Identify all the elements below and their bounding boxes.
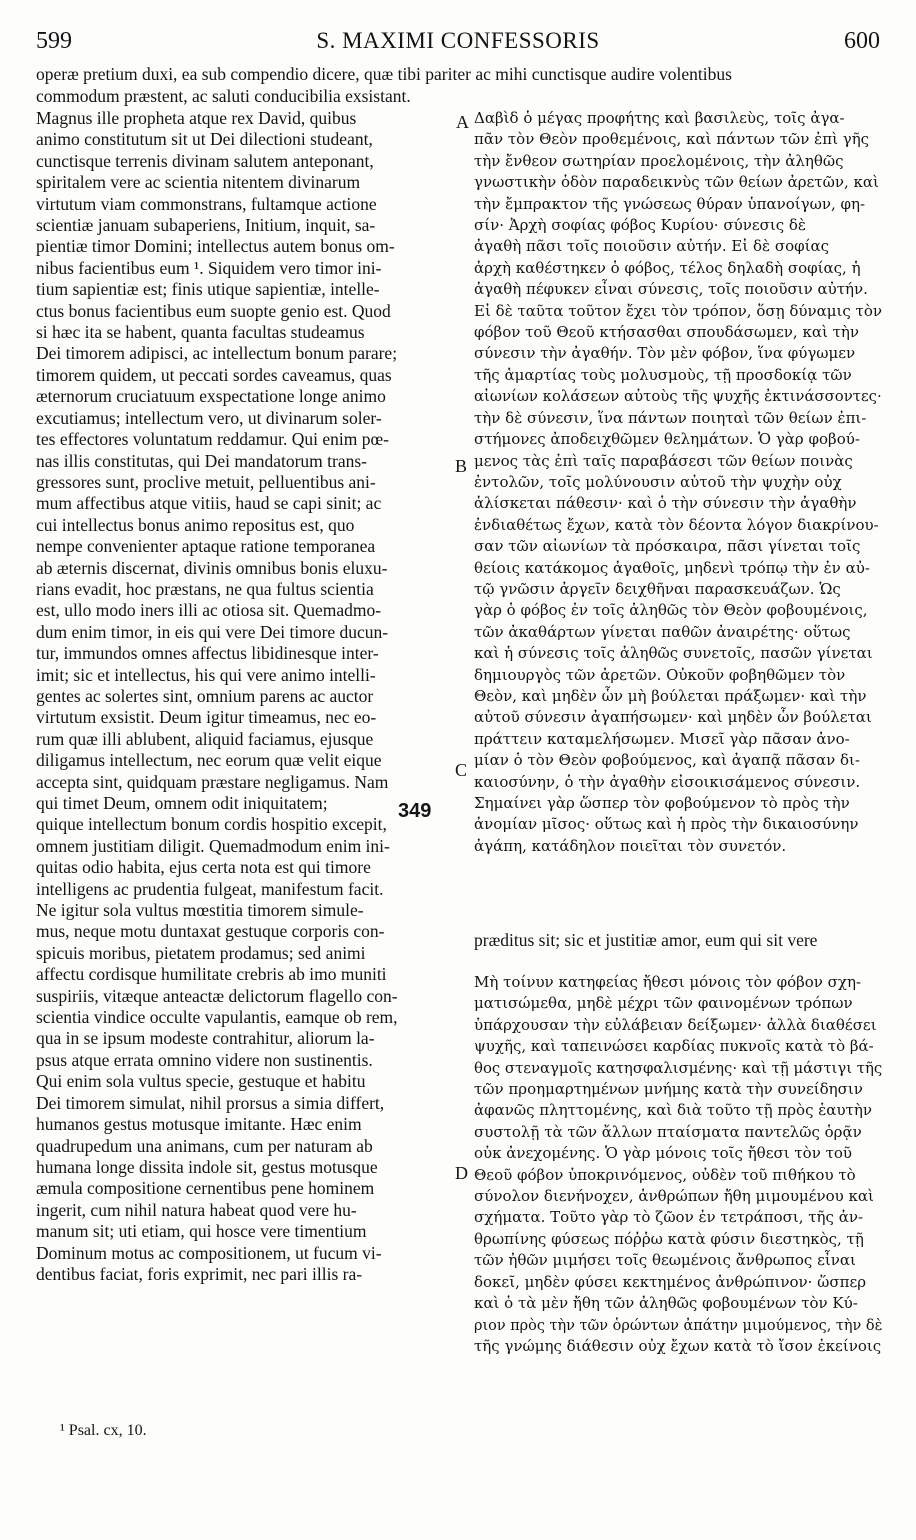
latin-line: ctus bonus facientibus eum suopte genio est. Quod xyxy=(36,300,391,321)
latin-line: Dei timorem simulat, nihil prorsus a simia differt, xyxy=(36,1092,385,1113)
greek-line: Εἰ δὲ ταῦτα τοῦτον ἔχει τὸν τρόπον, ὅσῃ δύναμις τὸν xyxy=(474,301,882,320)
greek-line: καὶ ὁ τὰ μὲν ἤθη τῶν ἀληθῶς φοβουμένων τὸν Κύ- xyxy=(474,1294,858,1313)
latin-line: accepta sint, quidquam præstare negligamus. Nam xyxy=(36,771,389,792)
latin-line: dentibus faciat, foris exprimit, nec pari illis ra- xyxy=(36,1263,363,1284)
greek-line: Σημαίνει γὰρ ὥσπερ τὸν φοβούμενον τὸ πρὸς τὴν xyxy=(474,794,850,812)
latin-line: mum affectibus atque vitiis, haud se capi sinit; ac xyxy=(36,493,382,514)
latin-line: affectu cordisque humilitate crebris ab imo muniti xyxy=(36,964,387,985)
greek-line: σαν τῶν αἰωνίων τὰ πρόσκαιρα, πᾶσι γίνεται τοῖς xyxy=(474,537,861,556)
greek-line: σύνολον διενήνοχεν, ἀνθρώπων ἤθη μιμουμένου καὶ xyxy=(474,1187,874,1206)
greek-line: φόβον τοῦ Θεοῦ κτήσασθαι σπουδάσωμεν, καὶ τὴν xyxy=(474,323,860,342)
greek-line: τῆς ἁμαρτίας τοὺς μολυσμοὺς, τῇ προσδοκίᾳ τῶν xyxy=(474,365,852,384)
latin-line: mus, neque motu duntaxat gestuque corporis con- xyxy=(36,921,385,942)
greek-line: Μὴ τοίνυν κατηφείας ἤθεσι μόνοις τὸν φόβον σχη- xyxy=(474,973,862,991)
latin-line: suspiriis, vitæque anteactæ delictorum flagello con- xyxy=(36,985,398,1006)
page-number-left: 599 xyxy=(36,28,72,54)
greek-line: σχήματα. Τοῦτο γὰρ τὸ ζῶον ἐν τετράποσι, τῆς ἀν- xyxy=(474,1208,864,1227)
latin-line: nempe convenienter aptaque ratione temporanea xyxy=(36,536,376,557)
intro-line: commodum præstent, ac saluti conducibilia exsistant. xyxy=(36,85,411,106)
latin-line: psus atque errata omnino videre non sustinentis. xyxy=(36,1049,373,1070)
greek-line: μίαν ὁ τὸν Θεὸν φοβούμενος, καὶ ἀγαπᾷ πᾶσαν δι- xyxy=(474,751,860,770)
greek-line: γὰρ ὁ φόβος ἐν τοῖς ἀληθῶς τὸν Θεὸν φοβουμένοις, xyxy=(474,601,868,620)
footnote: ¹ Psal. cx, 10. xyxy=(60,1422,147,1439)
latin-line: qua in se ipsum modeste contrahitur, aliorum la- xyxy=(36,1028,375,1049)
intro-line: operæ pretium duxi, ea sub compendio dicere, quæ tibi pariter ac mihi cunctisque audire volentibus xyxy=(36,64,732,84)
latin-line: cui intellectus bonus animo repositus est, quo xyxy=(36,514,355,535)
latin-line: manum sit; uti etiam, qui hosce vere timentium xyxy=(36,1221,367,1242)
latin-line: est, ullo modo iners illi ac otiosa sit. Quemadmo- xyxy=(36,600,382,621)
latin-line: imit; sic et intellectus, his qui vere animo intelli- xyxy=(36,664,376,685)
greek-column xyxy=(474,108,882,857)
latin-column xyxy=(36,108,456,1285)
latin-continuation-line: præditus sit; sic et justitiæ amor, eum qui sit vere xyxy=(474,930,818,950)
greek-line: ἀρχὴ καθέστηκεν ὁ φόβος, τέλος δηλαδὴ σοφίας, ἡ xyxy=(474,258,861,277)
latin-line: scientiæ januam subaperiens, Initium, inquit, sa- xyxy=(36,215,376,236)
latin-line: ab æternis discernat, divinis omnibus bonis eluxu- xyxy=(36,557,388,578)
latin-line: Magnus ille propheta atque rex David, quibus xyxy=(36,108,357,128)
intro-paragraph xyxy=(36,64,880,107)
greek-line: ἀγαθὴ πᾶσι τοῖς ποιοῦσιν αὐτήν. Εἰ δὲ σοφίας xyxy=(474,237,830,256)
latin-line: tes effectores voluntatum reddamur. Qui enim pœ- xyxy=(36,429,389,450)
latin-line: spiritalem vere ac scientia nitentem divinarum xyxy=(36,172,361,193)
section-marker-d: D xyxy=(455,1163,468,1183)
latin-line: ingerit, cum nihil natura habeat quod vere hu- xyxy=(36,1199,357,1220)
latin-line: Dei timorem adipisci, ac intellectum bonum parare; xyxy=(36,343,398,364)
running-header xyxy=(36,28,880,60)
greek-line: ἀνομίαν μῖσος· οὕτως καὶ ἡ πρὸς τὴν δικαιοσύνην xyxy=(474,815,859,834)
greek-line: τῆς γνώμης διάθεσιν οὐχ ἔχων κατὰ τὸ ἴσον ἐκείνοις xyxy=(474,1336,882,1355)
latin-line: gentes ac solertes sint, omnium parens ac auctor xyxy=(36,685,374,706)
greek-line: τῶν ἀκαθάρτων γίνεται παθῶν ἀναιρέτης· οὕτως xyxy=(474,622,851,641)
greek-line: τῶν προημαρτημένων μνήμης κατὰ τὴν συνείδησιν xyxy=(474,1080,863,1099)
latin-line: virtutum viam commonstrans, fultamque actione xyxy=(36,193,377,214)
greek-line: θρωπίνης φύσεως πόῤῥω κατὰ φύσιν διεστηκὸς, τῇ xyxy=(474,1229,864,1248)
latin-line: æternorum cruciatuum exspectatione longe animo xyxy=(36,386,386,407)
greek-line: Θεοῦ φόβον ὑποκρινόμενος, οὐδὲν τοῦ πιθήκου τὸ xyxy=(474,1165,856,1184)
greek-line: ψυχῆς, καὶ ταπεινώσει καρδίας πυκνοῖς κατὰ τὸ βά- xyxy=(474,1037,874,1056)
greek-line: αὐτοῦ σύνεσιν ἀγαπήσωμεν· καὶ μηδὲν ὧν βούλεται xyxy=(474,708,872,727)
latin-line: nibus facientibus eum ¹. Siquidem vero timor ini- xyxy=(36,257,382,278)
greek-line: τὴν ἔμπρακτον τῆς γνώσεως θύραν ὑπανοίγων, φη- xyxy=(474,194,866,213)
latin-line: omnem justitiam diligit. Quemadmodum enim ini- xyxy=(36,835,390,856)
latin-line: spicuis moribus, pietatem prodamus; sed animi xyxy=(36,942,366,963)
greek-line: σίν· Ἀρχὴ σοφίας φόβος Κυρίου· σύνεσις δὲ xyxy=(474,216,806,235)
latin-line: qui timet Deum, omnem odit iniquitatem; xyxy=(36,793,328,813)
greek-line: ἀγάπη, κατάδηλον ποιεῖται τὸν συνετόν. xyxy=(474,836,787,855)
greek-line: τῷ γνῶσιν ἀργεῖν δειχθῆναι παρασκευάζων. Ὡς xyxy=(474,579,841,598)
latin-line: gressores sunt, proclive metuit, pelluentibus ani- xyxy=(36,471,376,492)
greek-line: ὑπάρχουσαν τὴν εὐλάβειαν δείξωμεν· ἀλλὰ διαθέσει xyxy=(474,1015,877,1034)
greek-column-second xyxy=(474,972,882,1357)
latin-line: humana longe dissita indole sit, gestus motusque xyxy=(36,1156,378,1177)
running-title: S. MAXIMI CONFESSORIS xyxy=(316,28,600,53)
latin-line: æmula compositione cernentibus pene hominem xyxy=(36,1178,375,1199)
latin-line: Qui enim sola vultus specie, gestuque et habitu xyxy=(36,1071,366,1092)
greek-line: γνωστικὴν ὁδὸν παραδεικνὺς τῶν θείων ἀρετῶν, καὶ xyxy=(474,173,879,192)
greek-line: πράττειν καταμελήσωμεν. Μισεῖ γὰρ πᾶσαν ἀνο- xyxy=(474,729,850,748)
latin-line: nas illis constitutas, qui Dei mandatorum trans- xyxy=(36,450,367,471)
greek-line: αἰωνίων κολάσεων αὐτοὺς τῆς ψυχῆς ἐκτινάσσοντες· xyxy=(474,387,882,406)
latin-line: quique intellectum bonum cordis hospitio excepit, xyxy=(36,814,387,835)
latin-line: excutiamus; intellectum vero, ut divinarum soler- xyxy=(36,407,382,428)
latin-line: intelligens ac prudentia fulgeat, manifestum facit. xyxy=(36,878,384,899)
greek-line: μενος τὰς ἐπὶ ταῖς παραβάσεσι τῶν θείων ποινὰς xyxy=(474,451,853,470)
greek-line: δοκεῖ, μηδὲν φύσει κεκτημένος ἀνθρώπινον· ὥσπερ xyxy=(474,1272,867,1291)
page-number-right: 600 xyxy=(844,28,880,54)
section-marker-a: A xyxy=(456,112,469,132)
latin-line: diligamus intellectum, nec eorum quæ velit eique xyxy=(36,750,382,771)
latin-line: quadrupedum una animans, cum per naturam ab xyxy=(36,1135,373,1156)
greek-line: ριον πρὸς τὴν τῶν ὁρώντων ἀπάτην μιμούμενος, τὴν δὲ xyxy=(474,1315,883,1334)
greek-line: στήμονες ἀποδειχθῶμεν θελημάτων. Ὁ γὰρ φοβού- xyxy=(474,430,860,449)
latin-line: tium sapientiæ est; finis utique sapientiæ, intelle- xyxy=(36,279,380,300)
greek-line: ματισώμεθα, μηδὲ μέχρι τῶν φαινομένων τρόπων xyxy=(474,994,853,1013)
greek-line: Θεὸν, καὶ μηδὲν ὧν μὴ βούλεται πράξωμεν· καὶ τὴν xyxy=(474,686,867,705)
section-marker-b: B xyxy=(455,456,468,476)
greek-line: σύνεσιν τὴν ἀγαθήν. Τὸν μὲν φόβον, ἵνα φύγωμεν xyxy=(474,344,856,363)
latin-line: virtutum exsistit. Deum igitur timeamus, nec eo- xyxy=(36,707,377,728)
latin-line: cunctisque terrenis divinam salutem anteponant, xyxy=(36,150,374,171)
greek-line: καιοσύνην, ὁ τὴν ἀγαθὴν εἰσοικισάμενος σύνεσιν. xyxy=(474,772,861,791)
latin-line: scientia vindice occulte vapulantis, eamque ob rem, xyxy=(36,1007,398,1028)
latin-line: humanos gestus motusque imitante. Hæc enim xyxy=(36,1114,362,1135)
latin-line: si hæc ita se habent, quanta facultas studeamus xyxy=(36,322,365,343)
latin-line: rum quæ illi ablubent, aliquid faciamus, ejusque xyxy=(36,728,374,749)
greek-line: δημιουργὸς τῶν ἀρετῶν. Οὐκοῦν φοβηθῶμεν τὸν xyxy=(474,665,846,684)
greek-line: συστολῇ τὰ τῶν ἄλλων πταίσματα παντελῶς ὁρᾷν xyxy=(474,1122,862,1141)
greek-line: ἀφανῶς πληττομένης, καὶ διὰ τοῦτο τῇ πρὸς ἑαυτὴν xyxy=(474,1101,872,1120)
column-number: 349 xyxy=(398,800,432,822)
greek-line: πᾶν τὸν Θεὸν προθεμένοις, καὶ πάντων τῶν ἐπὶ γῆς xyxy=(474,130,870,149)
latin-line: Ne igitur sola vultus mœstitia timorem simule- xyxy=(36,900,364,921)
latin-line: pientiæ timor Domini; intellectus autem bonus om- xyxy=(36,236,395,257)
greek-line: τῶν ἠθῶν μιμήσει τοῖς θεωμένοις ἄνθρωπος εἶναι xyxy=(474,1251,856,1270)
greek-line: ἀγαθὴ πέφυκεν εἶναι σύνεσις, τοῖς ποιοῦσιν αὐτήν. xyxy=(474,280,868,299)
greek-line: Δαβὶδ ὁ μέγας προφήτης καὶ βασιλεὺς, τοῖς ἀγα- xyxy=(474,109,845,127)
section-marker-c: C xyxy=(455,760,468,780)
latin-line: rians evadit, hoc præstans, ne qua fultus scientia xyxy=(36,578,374,599)
latin-line: dum enim timor, in eis qui vere Dei timore ducun- xyxy=(36,621,389,642)
latin-line: quitas odio habita, ejus certa nota est qui timore xyxy=(36,857,371,878)
latin-line: timorem quidem, ut peccati sordes caveamus, quas xyxy=(36,364,392,385)
greek-line: θος στεναγμοῖς κατησφαλισμένης· καὶ τῇ μάστιγι τῆς xyxy=(474,1058,883,1077)
greek-line: τὴν ἔνθεον σωτηρίαν προελομένοις, τὴν ἀληθῶς xyxy=(474,151,844,170)
greek-line: οὐκ ἀνεχομένης. Ὁ γὰρ μόνοις τοῖς ἤθεσι τὸν τοῦ xyxy=(474,1144,853,1163)
latin-line: animo constitutum sit ut Dei dilectioni studeant, xyxy=(36,129,373,150)
greek-line: ἁλίσκεται πάθεσιν· καὶ ὁ τὴν σύνεσιν τὴν ἀγαθὴν xyxy=(474,494,857,513)
greek-line: ἐντολῶν, τοῖς μολύνουσιν αὐτοῦ τὴν ψυχὴν οὐχ xyxy=(474,472,842,491)
latin-line: tur, immundos omnes affectus libidinesque inter- xyxy=(36,643,379,664)
latin-line: Dominum motus ac compositionem, ut fucum vi- xyxy=(36,1242,382,1263)
greek-line: καὶ ἡ σύνεσις τοῖς ἀληθῶς συνετοῖς, πασῶν γίνεται xyxy=(474,644,873,663)
greek-line: τὴν δὲ σύνεσιν, ἵνα πάντων ποιηταὶ τῶν θείων ἐπι- xyxy=(474,408,867,427)
greek-line: θείοις κατάκομος ἀγαθοῖς, μηδενὶ τρόπῳ τὴν ἐν αὐ- xyxy=(474,558,870,577)
greek-line: ἐνδιαθέτως ἔχων, κατὰ τὸν δέοντα λόγον διακρίνου- xyxy=(474,515,879,534)
